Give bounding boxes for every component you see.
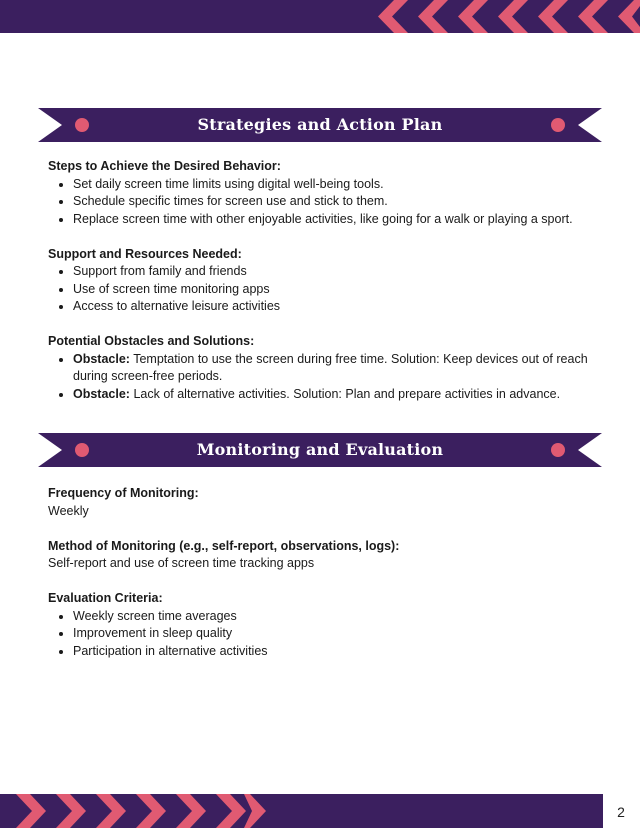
support-list	[48, 263, 608, 316]
list-item: • Support from family and friends	[73, 263, 608, 281]
list-item: • Use of screen time monitoring apps	[73, 281, 608, 299]
list-item: • Improvement in sleep quality	[73, 625, 608, 643]
obstacle-text: Temptation to use the screen during free time. Solution: Keep devices out of reach during screen-free periods.	[73, 351, 588, 383]
criteria-list	[48, 608, 608, 661]
page-number: 2	[617, 804, 625, 820]
obstacle-label: Obstacle:	[73, 351, 130, 366]
list-item: • Access to alternative leisure activities	[73, 298, 608, 316]
list-item: • Schedule specific times for screen use and stick to them.	[73, 193, 608, 211]
section-banner-monitoring	[38, 433, 602, 467]
list-item: • Set daily screen time limits using digital well-being tools.	[73, 176, 608, 194]
list-item: • Replace screen time with other enjoyable activities, like going for a walk or playing a sport.	[73, 211, 608, 229]
support-heading: Support and Resources Needed:	[48, 246, 242, 261]
section-banner-strategies	[38, 108, 602, 142]
section-title: Strategies and Action Plan	[197, 115, 443, 134]
list-item	[73, 351, 608, 386]
monitoring-content	[48, 485, 608, 660]
obstacles-list	[48, 351, 608, 404]
steps-heading: Steps to Achieve the Desired Behavior:	[48, 159, 281, 173]
frequency-heading: Frequency of Monitoring:	[48, 486, 199, 500]
list-item: • Participation in alternative activities	[73, 643, 608, 661]
obstacle-text: Lack of alternative activities. Solution: Plan and prepare activities in advance.	[129, 386, 561, 401]
chevron-pattern-bottom	[0, 794, 270, 828]
list-item	[73, 386, 608, 404]
bottom-decorative-bar	[0, 794, 603, 828]
criteria-heading: Evaluation Criteria:	[48, 591, 163, 605]
method-heading: Method of Monitoring (e.g., self-report, observations, logs):	[48, 538, 400, 553]
strategies-content	[48, 158, 608, 403]
obstacles-heading: Potential Obstacles and Solutions:	[48, 334, 255, 348]
chevron-pattern-top	[378, 0, 640, 33]
steps-list	[48, 176, 608, 229]
section-title: Monitoring and Evaluation	[196, 440, 444, 459]
top-decorative-bar	[0, 0, 640, 33]
obstacle-label: Obstacle:	[73, 386, 130, 401]
frequency-value: Weekly	[48, 503, 89, 518]
list-item: • Weekly screen time averages	[73, 608, 608, 626]
method-value: Self-report and use of screen time tracking apps	[48, 556, 315, 570]
